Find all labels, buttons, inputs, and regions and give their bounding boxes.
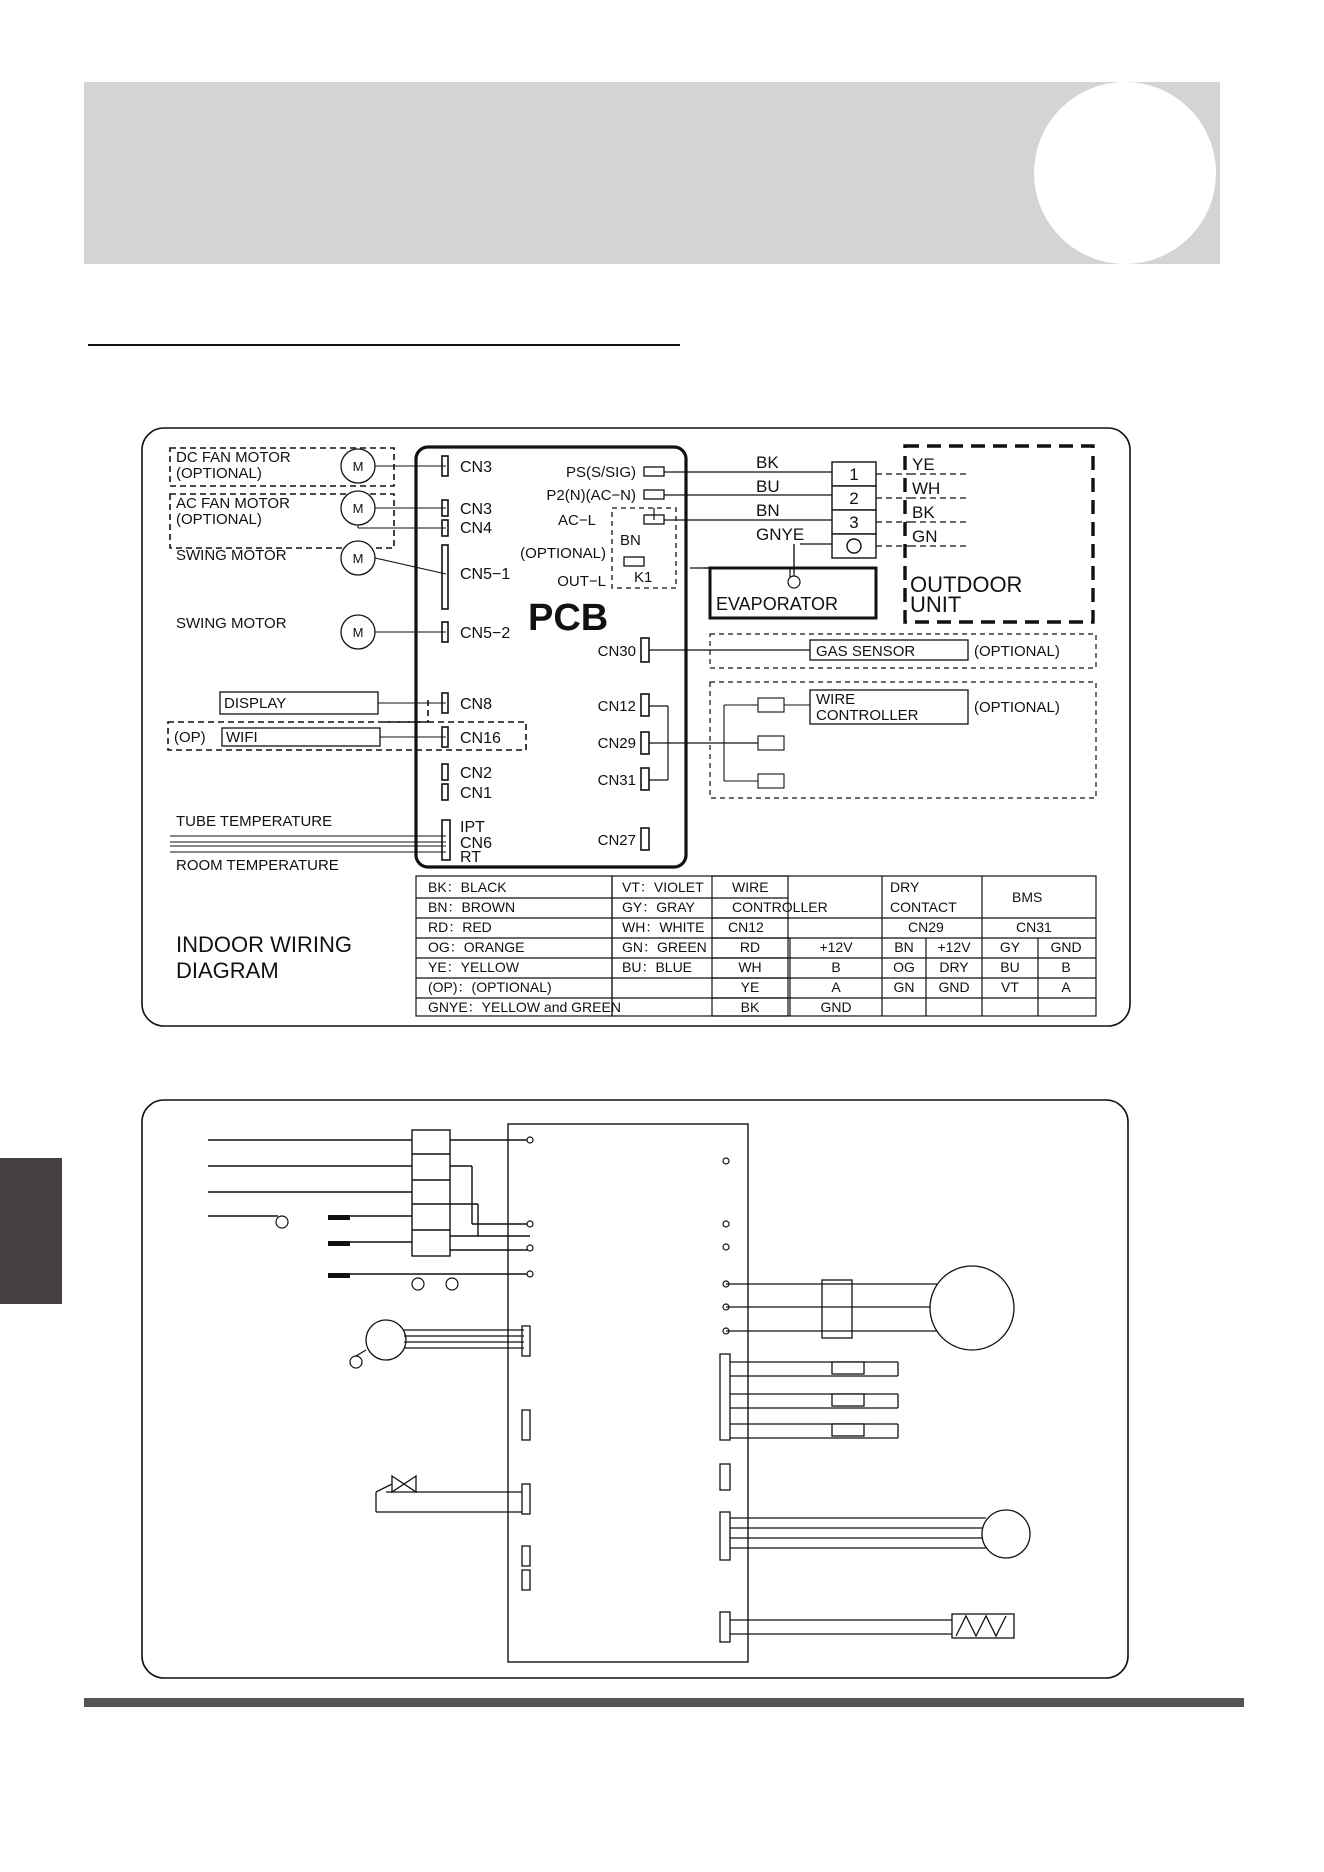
evaporator-label: EVAPORATOR	[716, 594, 839, 614]
outdoor-bk: BK	[912, 503, 935, 522]
conn-table-cell: DRY	[939, 959, 969, 975]
legend-rd: RD：RED	[428, 919, 492, 935]
wire-bu-label: BU	[756, 477, 780, 496]
ac-fan-optional: (OPTIONAL)	[176, 511, 262, 528]
conn-table-cell: GY	[999, 939, 1021, 955]
conn-table-cell: B	[831, 959, 841, 975]
conn-table-cell: GND	[820, 999, 852, 1015]
terminal-2: 2	[849, 489, 859, 508]
pcb-title: PCB	[528, 597, 609, 639]
conn-table-cell: YE	[740, 979, 760, 995]
dc-fan-label: DC FAN MOTOR	[176, 449, 291, 466]
legend-wh: WH：WHITE	[622, 919, 705, 935]
conn-table-cell: VT	[1001, 979, 1019, 995]
optional-label: (OPTIONAL)	[520, 545, 606, 562]
legend-ye: YE：YELLOW	[428, 959, 520, 975]
cn3a-label: CN3	[460, 459, 493, 476]
k1-label: K1	[634, 569, 653, 586]
cn8-label: CN8	[460, 696, 493, 713]
conn-table-cell: BK	[740, 999, 760, 1015]
tube-temperature-label: TUBE TEMPERATURE	[176, 813, 333, 830]
conn-head-dry-2: CONTACT	[890, 899, 957, 915]
cn12-label: CN12	[597, 698, 636, 715]
legend-bn: BN：BROWN	[428, 899, 516, 915]
display-label: DISPLAY	[224, 695, 287, 712]
room-temperature-label: ROOM TEMPERATURE	[176, 857, 339, 874]
legend-gy: GY：GRAY	[622, 899, 695, 915]
p2-label: P2(N)(AC−N)	[546, 487, 636, 504]
cn5-1-label: CN5−1	[460, 566, 511, 583]
cn4-label: CN4	[460, 520, 493, 537]
conn-table-cell: +12V	[937, 939, 971, 955]
conn-table-cell: +12V	[819, 939, 853, 955]
legend-gnye: GNYE：YELLOW and GREEN	[428, 999, 621, 1015]
dc-fan-optional: (OPTIONAL)	[176, 465, 262, 482]
terminal-1: 1	[849, 465, 859, 484]
wifi-label: WIFI	[226, 729, 258, 746]
conn-table-cell: A	[831, 979, 841, 995]
wire-bn-label: BN	[756, 501, 780, 520]
conn-table-cell: B	[1061, 959, 1071, 975]
legend-op: (OP)：(OPTIONAL)	[428, 979, 552, 995]
conn-table-cell: RD	[739, 939, 761, 955]
wire-controller-line2: CONTROLLER	[816, 707, 919, 724]
ac-fan-label: AC FAN MOTOR	[176, 495, 290, 512]
wire-controller-line1: WIRE	[816, 691, 856, 708]
legend-gn: GN：GREEN	[622, 939, 707, 955]
cn2-label: CN2	[460, 765, 493, 782]
wire-bk-label: BK	[756, 453, 779, 472]
conn-table-cell: GND	[1050, 939, 1082, 955]
op-label: (OP)	[174, 729, 206, 746]
conn-table-cell: BU	[1000, 959, 1020, 975]
conn-table-cell: BN	[894, 939, 914, 955]
legend-og: OG：ORANGE	[428, 939, 525, 955]
conn-head-wc-1: WIRE	[732, 879, 769, 895]
acl-label: AC−L	[558, 512, 596, 529]
legend-bk: BK：BLACK	[428, 879, 507, 895]
cn1-label: CN1	[460, 785, 493, 802]
conn-table-cell: GND	[938, 979, 970, 995]
wire-gnye-label: GNYE	[756, 525, 805, 544]
gas-sensor-optional: (OPTIONAL)	[974, 643, 1060, 660]
diagram-title-line1: INDOOR WIRING	[176, 932, 352, 957]
wire-controller-optional: (OPTIONAL)	[974, 699, 1060, 716]
rt-label: RT	[460, 849, 482, 866]
terminal-3: 3	[849, 513, 859, 532]
conn-head-wc-2: CONTROLLER	[732, 899, 828, 915]
outdoor-unit-line1: OUTDOOR	[910, 572, 1023, 597]
ps-label: PS(S/SIG)	[565, 464, 636, 481]
conn-table-cell: OG	[893, 959, 915, 975]
svg-text:M: M	[352, 501, 364, 516]
cn16-label: CN16	[460, 730, 501, 747]
cn5-2-label: CN5−2	[460, 625, 511, 642]
outdoor-wh: WH	[912, 479, 941, 498]
conn-head-bms: BMS	[1012, 889, 1043, 905]
conn-table-cell: A	[1061, 979, 1071, 995]
conn-head-dry-1: DRY	[890, 879, 920, 895]
outdoor-ye: YE	[912, 455, 935, 474]
legend-bu: BU：BLUE	[622, 959, 693, 975]
svg-text:M: M	[352, 625, 364, 640]
conn-table-cell: WH	[738, 959, 762, 975]
cn6-label: CN6	[460, 835, 493, 852]
legend-vt: VT：VIOLET	[622, 879, 704, 895]
gas-sensor-label: GAS SENSOR	[816, 643, 916, 660]
cn29-label: CN29	[597, 735, 636, 752]
conn-table-cell: GN	[893, 979, 915, 995]
conn-cn31: CN31	[1016, 919, 1052, 935]
bn-relay-label: BN	[620, 532, 641, 549]
diagram-title-line2: DIAGRAM	[176, 958, 279, 983]
conn-cn29: CN29	[908, 919, 944, 935]
cn27-label: CN27	[597, 832, 636, 849]
svg-text:M: M	[352, 551, 364, 566]
svg-text:M: M	[352, 459, 364, 474]
outl-label: OUT−L	[557, 573, 606, 590]
cn3b-label: CN3	[460, 501, 493, 518]
cn31-label: CN31	[597, 772, 636, 789]
swing-motor-2-label: SWING MOTOR	[176, 615, 287, 632]
cn30-label: CN30	[597, 643, 636, 660]
conn-cn12: CN12	[728, 919, 764, 935]
outdoor-gn: GN	[912, 527, 938, 546]
swing-motor-1-label: SWING MOTOR	[176, 547, 287, 564]
outdoor-unit-line2: UNIT	[910, 592, 962, 617]
ipt-label: IPT	[460, 819, 485, 836]
